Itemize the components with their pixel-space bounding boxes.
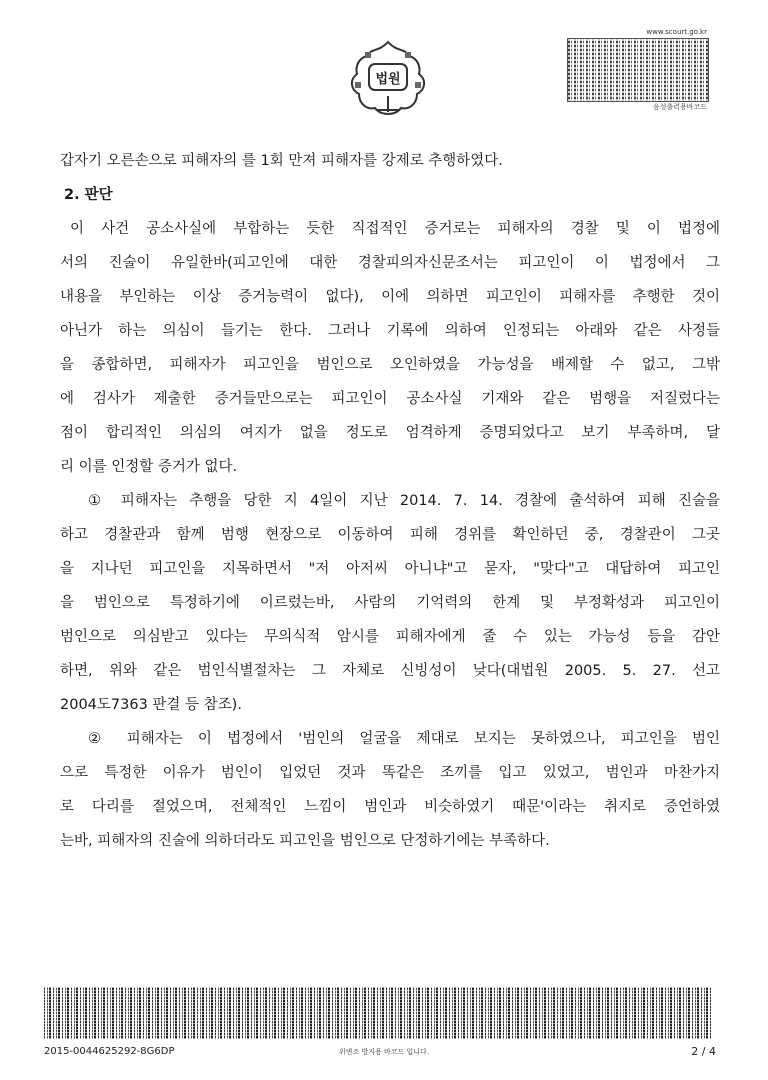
emblem-label: 법원 (375, 72, 401, 87)
body-line: 아닌가 하는 의심이 들기는 한다. 그러나 기록에 의하여 인정되는 아래와 같은 사정들 (60, 323, 720, 339)
body-line: ① 피해자는 추행을 당한 지 4일이 지난 2014. 7. 14. 경찰에 출석하여 피해 진술을 (88, 493, 720, 509)
body-line: 내용을 부인하는 이상 증거능력이 없다), 이에 의하면 피고인이 피해자를 추행한 것이 (60, 289, 720, 305)
body-line: 하면, 위와 같은 범인식별절차는 그 자체로 신빙성이 낮다(대법원 2005. 5. 27. 선고 (60, 663, 720, 679)
body-line: 점이 합리적인 의심의 여지가 없을 정도로 엄격하게 증명되었다고 보기 부족하며, 달 (60, 425, 720, 441)
body-line: 리 이를 인정할 증거가 없다. (60, 459, 238, 475)
body-line: 에 검사가 제출한 증거들만으로는 피고인이 공소사실 기재와 같은 범행을 저질렀다는 (60, 391, 720, 407)
site-url: www.scourt.go.kr (646, 28, 707, 36)
body-line: 이 사건 공소사실에 부합하는 듯한 직접적인 증거로는 피해자의 경찰 및 이 법정에 (70, 221, 720, 237)
body-line: 로 다리를 절었으며, 전체적인 느낌이 범인과 비슷하였기 때문'이라는 취지로 증언하였 (60, 799, 720, 815)
body-line: 는바, 피해자의 진술에 의하더라도 피고인을 범인으로 단정하기에는 부족하다. (60, 833, 550, 849)
voice-barcode-block (567, 28, 707, 110)
anti-forgery-barcode (44, 987, 712, 1039)
document-body (60, 144, 720, 858)
body-line: 범인으로 의심받고 있다는 무의식적 암시를 피해자에게 줄 수 있는 가능성 등을 감안 (60, 629, 720, 645)
barcode-notice: 위변조 방지용 바코드 입니다. (338, 1048, 430, 1056)
body-line: ② 피해자는 이 법정에서 '범인의 얼굴을 제대로 보지는 못하였으나, 피고인을 범인 (88, 731, 720, 747)
page-number: 2 / 4 (691, 1045, 716, 1058)
body-line: 서의 진술이 유일한바(피고인에 대한 경찰피의자신문조서는 피고인이 이 법정에서 그 (60, 255, 720, 271)
body-line: 을 지나던 피고인을 지목하면서 "저 아저씨 아니냐"고 묻자, "맞다"고 대답하여 피고인 (60, 561, 720, 577)
body-line: 을 범인으로 특정하기에 이르렀는바, 사람의 기억력의 한계 및 부정확성과 피고인이 (60, 595, 720, 611)
body-line: 갑자기 오른손으로 피해자의 를 1회 만져 피해자를 강제로 추행하였다. (60, 153, 503, 169)
section-heading: 2. 판단 (64, 187, 113, 203)
voice-barcode (567, 38, 709, 102)
court-emblem (347, 38, 429, 120)
barcode-caption: 음성출력용바코드 (652, 103, 707, 111)
body-line: 하고 경찰관과 함께 범행 현장으로 이동하여 피해 경위를 확인하던 중, 경찰관이 그곳 (60, 527, 720, 543)
body-line: 을 종합하면, 피해자가 피고인을 범인으로 오인하였을 가능성을 배제할 수 없고, 그밖 (60, 357, 720, 373)
document-number: 2015-0044625292-8G6DP (44, 1046, 175, 1057)
body-line: 2004도7363 판결 등 참조). (60, 697, 242, 713)
body-line: 으로 특정한 이유가 범인이 입었던 것과 똑같은 조끼를 입고 있었고, 범인과 마찬가지 (60, 765, 720, 781)
